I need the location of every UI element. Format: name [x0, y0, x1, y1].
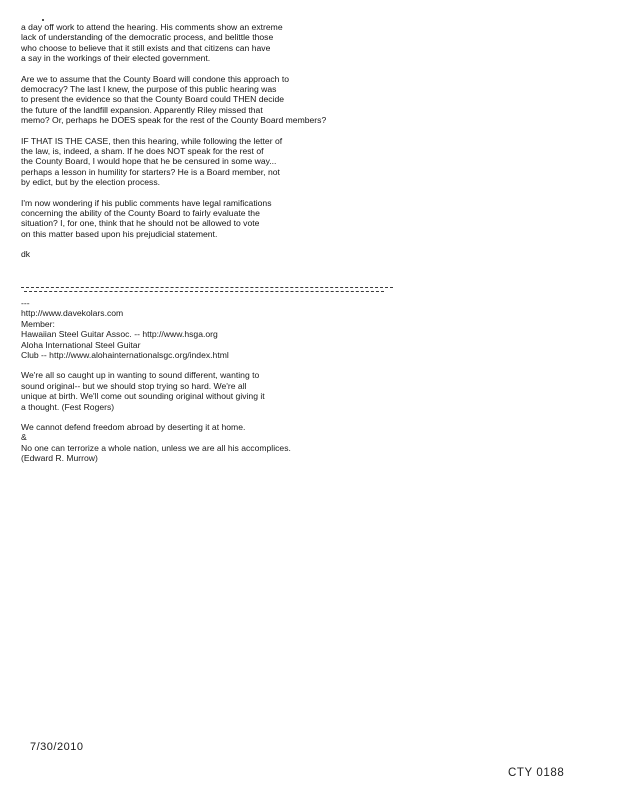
- text-line: a say in the workings of their elected government.: [21, 52, 211, 63]
- signature-separator-shadow: [24, 291, 384, 292]
- paragraph-3: [21, 136, 401, 187]
- text-line: I'm now wondering if his public comments have legal ramifications: [21, 197, 272, 208]
- signature-separator: [21, 287, 393, 288]
- text-line: democracy? The last I knew, the purpose of this public hearing was: [21, 83, 277, 94]
- membership-line: Club -- http://www.alohainternationalsgc.org/index.html: [21, 350, 229, 361]
- quote-line: sound original-- but we should stop trying so hard. We're all: [21, 380, 247, 391]
- paragraph-4: [21, 198, 401, 239]
- text-line: memo? Or, perhaps he DOES speak for the rest of the County Board members?: [21, 114, 327, 125]
- member-label: Member:: [21, 318, 55, 329]
- quote-line: We're all so caught up in wanting to sound different, wanting to: [21, 370, 260, 381]
- email-body: [21, 22, 401, 260]
- quote-line: We cannot defend freedom abroad by deserting it at home.: [21, 422, 246, 433]
- text-line: IF THAT IS THE CASE, then this hearing, while following the letter of: [21, 135, 283, 146]
- paragraph-1: [21, 22, 401, 63]
- text-line: Are we to assume that the County Board will condone this approach to: [21, 73, 289, 84]
- text-line: concerning the ability of the County Board to fairly evaluate the: [21, 207, 260, 218]
- text-line: the law, is, indeed, a sham. If he does NOT speak for the rest of: [21, 145, 264, 156]
- document-id: CTY 0188: [508, 767, 565, 779]
- paragraph-2: [21, 74, 401, 125]
- trailing-mark: ---: [21, 298, 30, 308]
- text-line: on this matter based upon his prejudicial statement.: [21, 228, 218, 239]
- text-line: the County Board, I would hope that he be censured in some way...: [21, 156, 277, 167]
- quote-line: a thought. (Fest Rogers): [21, 401, 115, 412]
- text-line: who choose to believe that it still exists and that citizens can have: [21, 42, 271, 53]
- quote-line: &: [21, 432, 27, 443]
- signature-block: [21, 298, 401, 464]
- membership-line: Aloha International Steel Guitar: [21, 339, 141, 350]
- text-line: by edict, but by the election process.: [21, 176, 161, 187]
- quote-line: No one can terrorize a whole nation, unless we are all his accomplices.: [21, 442, 291, 453]
- text-line: perhaps a lesson in humility for starters? He is a Board member, not: [21, 166, 280, 177]
- quote-line: unique at birth. We'll come out sounding original without giving it: [21, 391, 265, 402]
- text-line: the future of the landfill expansion. Apparently Riley missed that: [21, 104, 263, 115]
- text-line: to present the evidence so that the County Board could THEN decide: [21, 94, 285, 105]
- membership-line: Hawaiian Steel Guitar Assoc. -- http://www.hsga.org: [21, 329, 218, 340]
- text-line: a day off work to attend the hearing. His comments show an extreme: [21, 22, 283, 32]
- quote-line: (Edward R. Murrow): [21, 453, 98, 464]
- text-line: situation? I, for one, think that he should not be allowed to vote: [21, 218, 260, 229]
- signature-initials: dk: [21, 249, 31, 260]
- text-line: lack of understanding of the democratic process, and belittle those: [21, 32, 274, 43]
- website-link: http://www.davekolars.com: [21, 308, 124, 319]
- footer-date: 7/30/2010: [30, 741, 84, 753]
- scan-speck: [42, 19, 44, 21]
